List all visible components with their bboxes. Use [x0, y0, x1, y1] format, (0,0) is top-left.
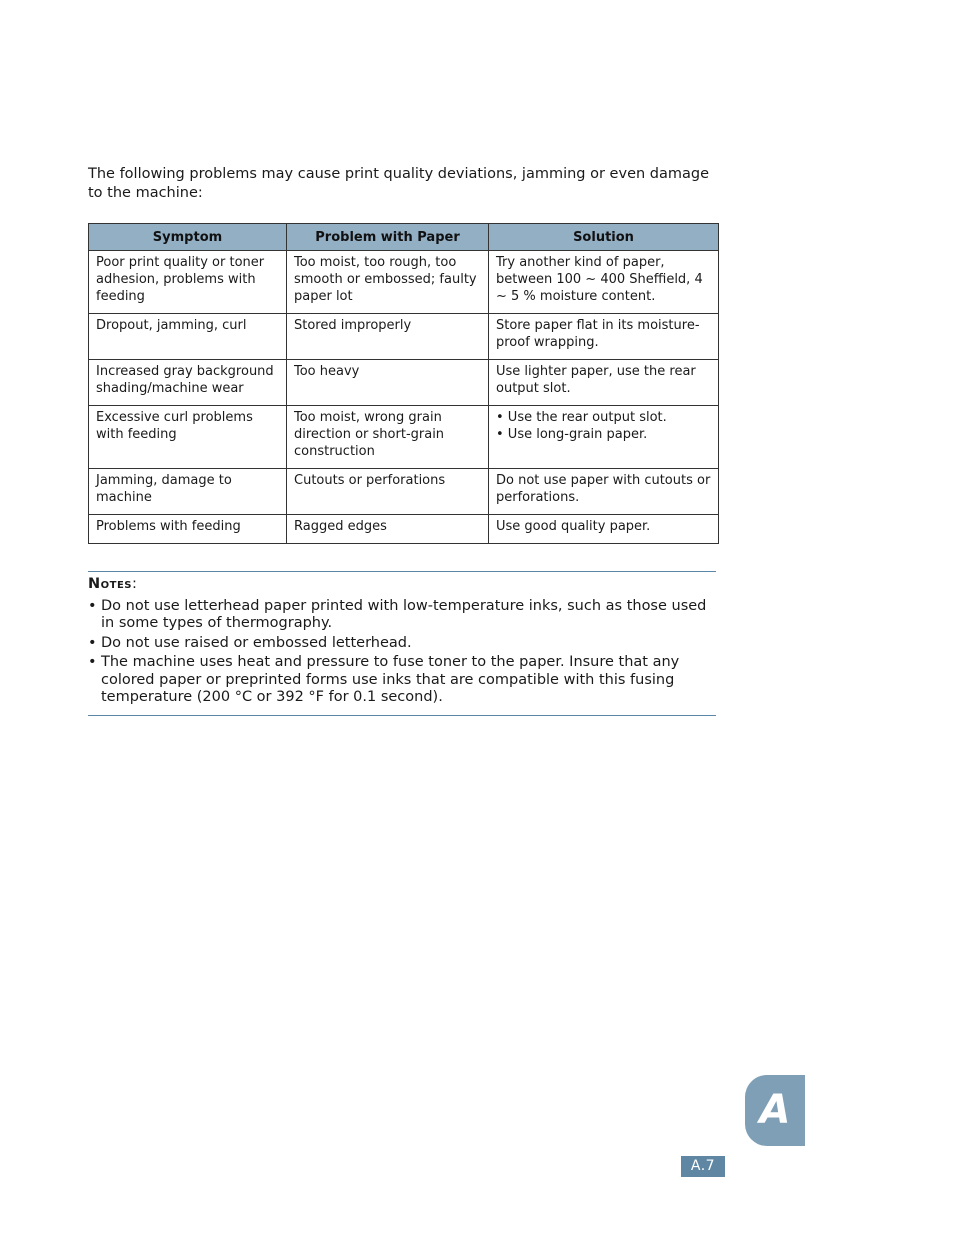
symptom-cell: Dropout, jamming, curl [89, 314, 287, 360]
table-row [89, 469, 719, 515]
solution-cell [489, 406, 719, 469]
problem-cell: Too moist, wrong grain direction or short-grain construction [287, 406, 489, 469]
problem-cell: Stored improperly [287, 314, 489, 360]
table-header-row [89, 224, 719, 251]
notes-title: Notes [88, 576, 132, 592]
header-symptom: Symptom [89, 224, 287, 251]
notes-colon: : [132, 576, 138, 592]
page-number: A.7 [681, 1156, 725, 1177]
notes-heading [88, 576, 716, 594]
notes-box [88, 571, 716, 716]
paper-problems-table [88, 223, 719, 544]
table-row [89, 314, 719, 360]
table-row [89, 515, 719, 544]
symptom-cell: Problems with feeding [89, 515, 287, 544]
symptom-cell: Increased gray background shading/machine wear [89, 360, 287, 406]
chapter-tab: A [745, 1075, 805, 1146]
intro-paragraph: The following problems may cause print quality deviations, jamming or even damage to the machine: [88, 166, 710, 201]
problem-cell: Too moist, too rough, too smooth or embossed; faulty paper lot [287, 251, 489, 314]
note-item: • The machine uses heat and pressure to fuse toner to the paper. Insure that any colored paper or preprinted forms use inks that are compatible with this fusing temperature (200 °C or 392 °F for 0.1 second). [88, 654, 716, 707]
solution-cell: Use lighter paper, use the rear output slot. [489, 360, 719, 406]
header-problem-with-paper: Problem with Paper [287, 224, 489, 251]
notes-list [88, 598, 716, 707]
solution-cell: Do not use paper with cutouts or perforations. [489, 469, 719, 515]
problem-cell: Cutouts or perforations [287, 469, 489, 515]
solution-bullet: • Use long-grain paper. [496, 427, 648, 442]
symptom-cell: Poor print quality or toner adhesion, problems with feeding [89, 251, 287, 314]
solution-cell: Try another kind of paper, between 100 ~ 400 Sheffield, 4 ~ 5 % moisture content. [489, 251, 719, 314]
solution-cell: Store paper flat in its moisture-proof wrapping. [489, 314, 719, 360]
problem-cell: Ragged edges [287, 515, 489, 544]
table-row [89, 406, 719, 469]
symptom-cell: Excessive curl problems with feeding [89, 406, 287, 469]
note-item: • Do not use letterhead paper printed with low-temperature inks, such as those used in some types of thermography. [88, 598, 716, 633]
table-row [89, 251, 719, 314]
header-solution: Solution [489, 224, 719, 251]
note-item: • Do not use raised or embossed letterhead. [88, 635, 716, 653]
problem-cell: Too heavy [287, 360, 489, 406]
table-row [89, 360, 719, 406]
solution-cell: Use good quality paper. [489, 515, 719, 544]
solution-bullet: • Use the rear output slot. [496, 410, 667, 425]
symptom-cell: Jamming, damage to machine [89, 469, 287, 515]
